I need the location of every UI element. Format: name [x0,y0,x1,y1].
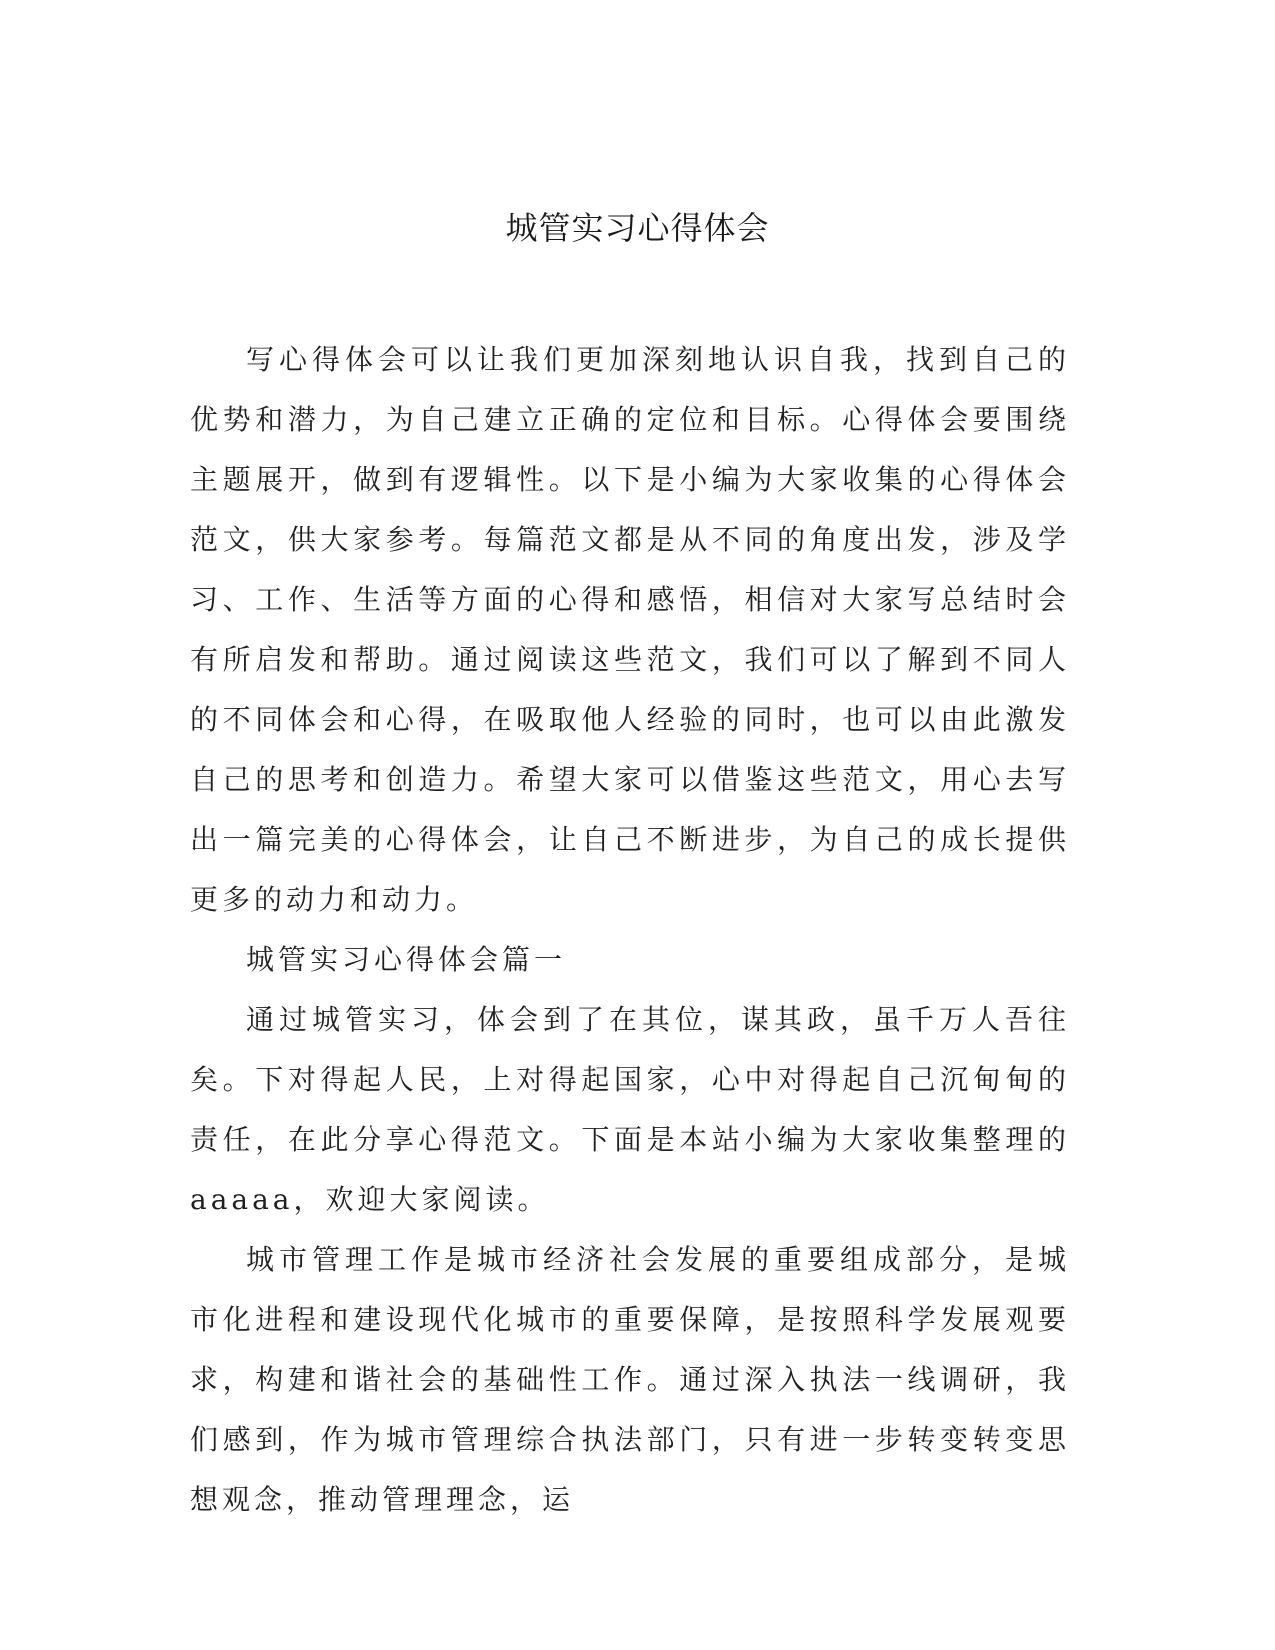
paragraph-intro: 写心得体会可以让我们更加深刻地认识自我，找到自己的优势和潜力，为自己建立正确的定位和目标。心得体会要围绕主题展开，做到有逻辑性。以下是小编为大家收集的心得体会范文，供大家参考。每篇范文都是从不同的角度出发，涉及学习、工作、生活等方面的心得和感悟，相信对大家写总结时会有所启发和帮助。通过阅读这些范文，我们可以了解到不同人的不同体会和心得，在吸取他人经验的同时，也可以由此激发自己的思考和创造力。希望大家可以借鉴这些范文，用心去写出一篇完美的心得体会，让自己不断进步，为自己的成长提供更多的动力和动力。 [190,343,1070,916]
document-title: 城管实习心得体会 [505,209,770,247]
paragraph-internship: 通过城管实习，体会到了在其位，谋其政，虽千万人吾往矣。下对得起人民，上对得起国家，心中对得起自己沉甸甸的责任，在此分享心得范文。下面是本站小编为大家收集整理的aaaaa，欢迎大家阅读。 [190,1003,1070,1216]
document-body [190,330,1070,1530]
paragraph-city-management: 城市管理工作是城市经济社会发展的重要组成部分，是城市化进程和建设现代化城市的重要保障，是按照科学发展观要求，构建和谐社会的基础性工作。通过深入执法一线调研，我们感到，作为城市管理综合执法部门，只有进一步转变转变思想观念，推动管理理念，运 [190,1243,1070,1516]
section-heading-part-one: 城管实习心得体会篇一 [246,943,567,976]
